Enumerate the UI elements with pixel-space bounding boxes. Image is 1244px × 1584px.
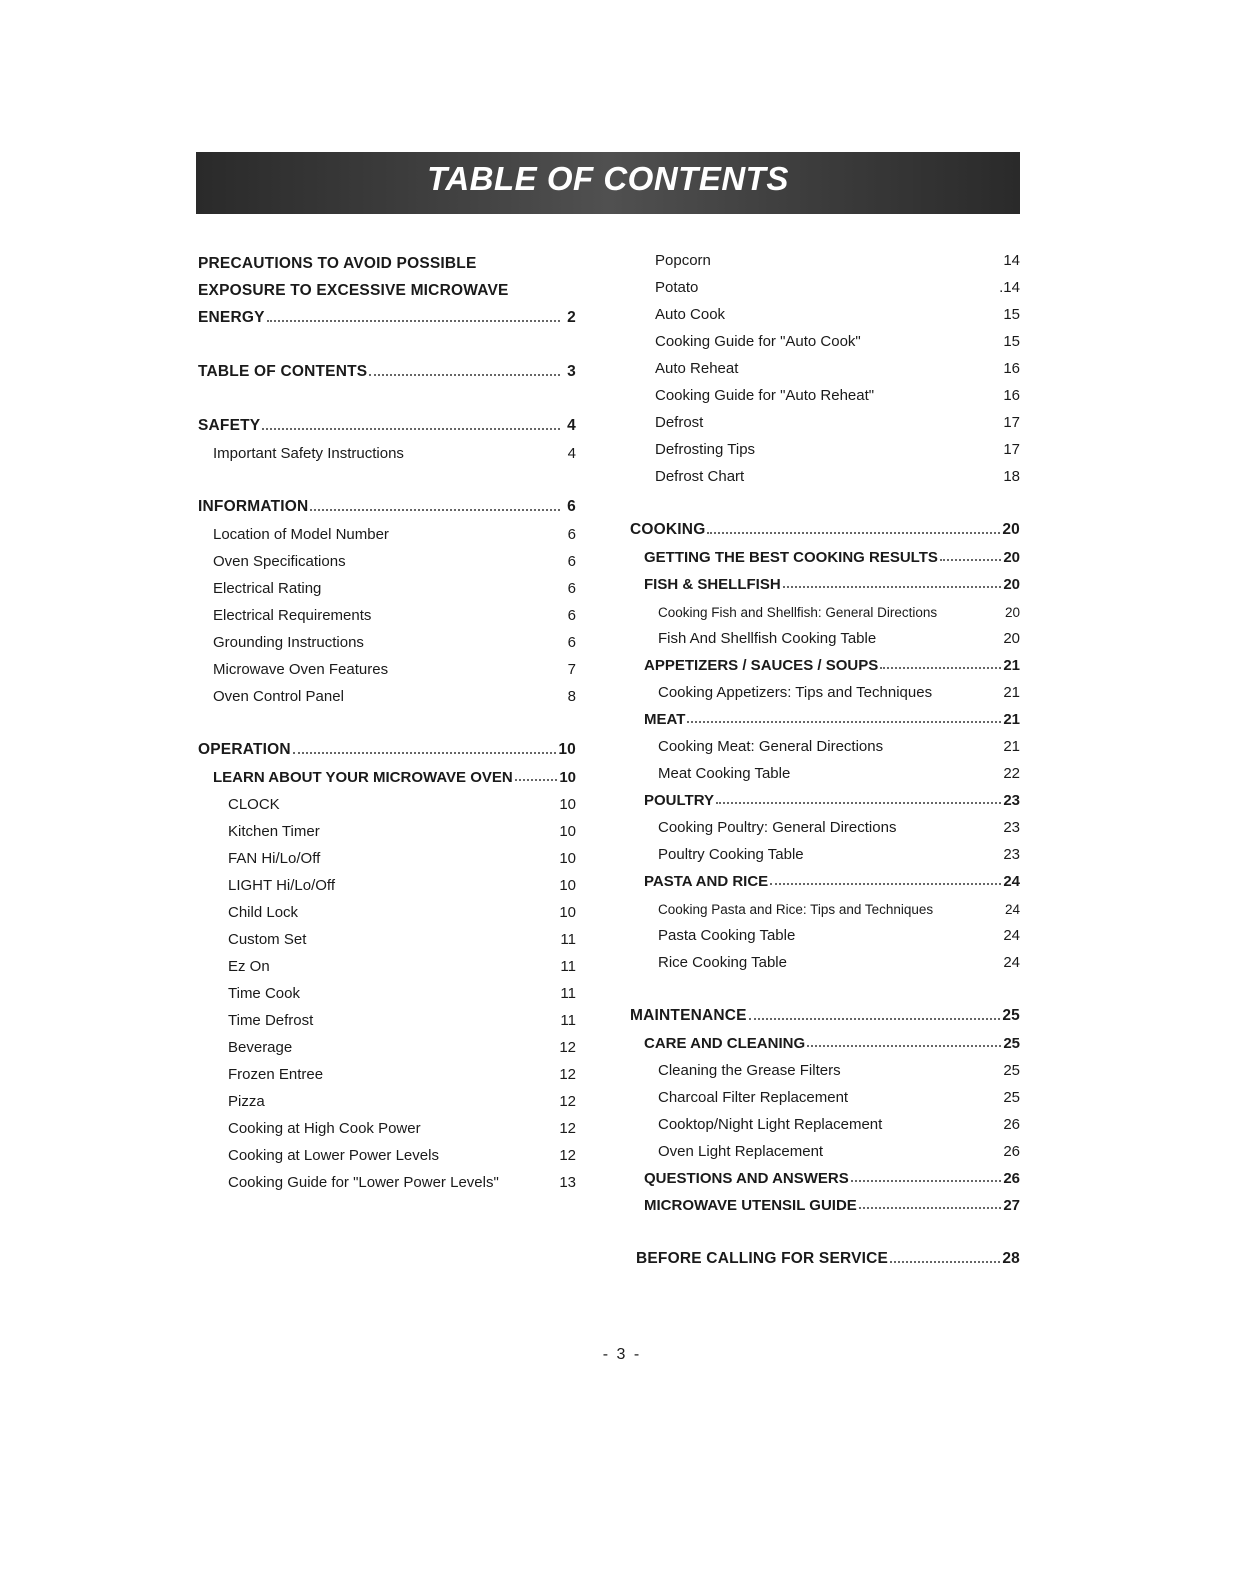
toc-subsection-care[interactable] bbox=[630, 1025, 1020, 1052]
toc-entry-label: APPETIZERS / SAUCES / SOUPS bbox=[644, 657, 879, 674]
toc-page-number: 11 bbox=[560, 931, 576, 948]
toc-subsection-pasta[interactable] bbox=[630, 863, 1020, 890]
toc-page-number: 11 bbox=[560, 958, 576, 975]
toc-entry-label: POULTRY bbox=[644, 792, 714, 809]
toc-entry-label: Cooking Appetizers: Tips and Techniques bbox=[658, 684, 933, 701]
toc-entry[interactable] bbox=[198, 624, 576, 651]
toc-entry-label: Auto Cook bbox=[655, 306, 726, 323]
toc-subsection-meat[interactable] bbox=[630, 701, 1020, 728]
toc-entry[interactable] bbox=[198, 570, 576, 597]
toc-page-number: .14 bbox=[999, 279, 1020, 296]
toc-entry[interactable] bbox=[630, 242, 1020, 269]
toc-entry[interactable] bbox=[198, 867, 576, 894]
toc-page-number: 23 bbox=[1003, 819, 1020, 836]
toc-page-number: 15 bbox=[1003, 306, 1020, 323]
page-title: TABLE OF CONTENTS bbox=[427, 160, 789, 197]
toc-entry-label: INFORMATION bbox=[198, 498, 309, 515]
toc-entry-label: Defrost bbox=[655, 414, 704, 431]
dot-leader bbox=[369, 374, 560, 376]
toc-entry-label: BEFORE CALLING FOR SERVICE bbox=[636, 1250, 889, 1267]
toc-entry-label: Child Lock bbox=[228, 904, 299, 921]
toc-page-number: 25 bbox=[1003, 1035, 1020, 1052]
toc-page-number: 16 bbox=[1003, 360, 1020, 377]
toc-entry-label: Kitchen Timer bbox=[228, 823, 320, 840]
toc-entry-label: Electrical Requirements bbox=[213, 607, 372, 624]
dot-leader bbox=[940, 559, 1001, 561]
toc-entry[interactable] bbox=[630, 620, 1020, 647]
toc-entry-label: Cooking Guide for "Lower Power Levels" bbox=[228, 1174, 499, 1191]
toc-entry-label: CLOCK bbox=[228, 796, 280, 813]
toc-page-number: 24 bbox=[1003, 873, 1020, 890]
dot-leader bbox=[880, 667, 1001, 669]
toc-entry-label: Frozen Entree bbox=[228, 1066, 324, 1083]
toc-page-number: 11 bbox=[560, 1012, 576, 1029]
toc-page-number: 20 bbox=[1004, 605, 1020, 620]
dot-leader bbox=[707, 532, 1000, 534]
toc-page-number: 6 bbox=[567, 498, 576, 515]
toc-entry[interactable] bbox=[630, 1133, 1020, 1160]
toc-entry[interactable] bbox=[198, 1137, 576, 1164]
toc-entry-label: Oven Light Replacement bbox=[658, 1143, 824, 1160]
toc-right-column bbox=[630, 242, 1020, 1268]
toc-page-number: 26 bbox=[1003, 1116, 1020, 1133]
toc-section-service[interactable] bbox=[630, 1241, 1020, 1268]
toc-page-number: 10 bbox=[559, 850, 576, 867]
toc-entry[interactable] bbox=[198, 894, 576, 921]
toc-entry-label: CARE AND CLEANING bbox=[644, 1035, 806, 1052]
toc-page-number: 24 bbox=[1003, 927, 1020, 944]
toc-entry[interactable] bbox=[198, 948, 576, 975]
toc-entry-label: Cleaning the Grease Filters bbox=[658, 1062, 841, 1079]
toc-entry-label: EXPOSURE TO EXCESSIVE MICROWAVE bbox=[198, 282, 509, 299]
toc-entry-precautions[interactable] bbox=[198, 300, 576, 327]
toc-page-number: 6 bbox=[567, 607, 576, 624]
toc-page-number: 26 bbox=[1003, 1143, 1020, 1160]
toc-page-number: 22 bbox=[1003, 765, 1020, 782]
toc-entry[interactable] bbox=[630, 890, 1020, 917]
toc-entry-label: Cooking Guide for "Auto Reheat" bbox=[655, 387, 875, 404]
toc-entry-label: Location of Model Number bbox=[213, 526, 389, 543]
dot-leader bbox=[310, 509, 560, 511]
toc-page-number: 16 bbox=[1003, 387, 1020, 404]
toc-page-number: 25 bbox=[1003, 1062, 1020, 1079]
toc-entry[interactable] bbox=[630, 269, 1020, 296]
toc-page-number: 8 bbox=[567, 688, 576, 705]
toc-entry-label: GETTING THE BEST COOKING RESULTS bbox=[644, 549, 938, 566]
toc-entry-label: Charcoal Filter Replacement bbox=[658, 1089, 849, 1106]
toc-page-number: 4 bbox=[567, 417, 576, 434]
toc-entry[interactable] bbox=[198, 435, 576, 462]
toc-entry[interactable] bbox=[198, 597, 576, 624]
toc-entry-label: FAN Hi/Lo/Off bbox=[228, 850, 321, 867]
toc-entry[interactable] bbox=[630, 917, 1020, 944]
page-number: - 3 - bbox=[602, 1346, 642, 1363]
toc-entry[interactable] bbox=[630, 431, 1020, 458]
toc-page-number: 23 bbox=[1003, 846, 1020, 863]
toc-entry[interactable] bbox=[630, 323, 1020, 350]
toc-entry-label: Rice Cooking Table bbox=[658, 954, 787, 971]
toc-page-number: 12 bbox=[559, 1066, 576, 1083]
toc-entry-label: Microwave Oven Features bbox=[213, 661, 389, 678]
toc-entry-label: PASTA AND RICE bbox=[644, 873, 769, 890]
toc-entry[interactable] bbox=[198, 1110, 576, 1137]
toc-entry-label: FISH & SHELLFISH bbox=[644, 576, 781, 593]
toc-page-number: 17 bbox=[1003, 441, 1020, 458]
toc-entry-table-of-contents[interactable] bbox=[198, 354, 576, 381]
toc-entry-label: COOKING bbox=[630, 521, 706, 538]
toc-entry[interactable] bbox=[198, 1056, 576, 1083]
toc-entry[interactable] bbox=[630, 350, 1020, 377]
toc-entry-label: Cooking Poultry: General Directions bbox=[658, 819, 897, 836]
toc-page-number: 20 bbox=[1002, 521, 1020, 538]
dot-leader bbox=[851, 1180, 1002, 1182]
toc-page-number: 25 bbox=[1003, 1089, 1020, 1106]
toc-entry[interactable] bbox=[198, 786, 576, 813]
toc-section-information[interactable] bbox=[198, 489, 576, 516]
toc-section-safety[interactable] bbox=[198, 408, 576, 435]
toc-entry[interactable] bbox=[198, 813, 576, 840]
toc-entry-label: Ez On bbox=[228, 958, 270, 975]
toc-page-number: 10 bbox=[559, 877, 576, 894]
dot-leader bbox=[749, 1018, 1001, 1020]
toc-page-number: 20 bbox=[1003, 549, 1020, 566]
toc-entry-label: Important Safety Instructions bbox=[213, 445, 404, 462]
toc-entry-label: MAINTENANCE bbox=[630, 1007, 747, 1024]
toc-page-number: 21 bbox=[1003, 738, 1020, 755]
toc-entry[interactable] bbox=[198, 1002, 576, 1029]
toc-entry-label: Cooking at Lower Power Levels bbox=[228, 1147, 439, 1164]
dot-leader bbox=[267, 320, 560, 322]
toc-entry[interactable] bbox=[630, 809, 1020, 836]
toc-entry-label: Auto Reheat bbox=[655, 360, 739, 377]
toc-page-number: 12 bbox=[559, 1147, 576, 1164]
toc-page-number: 21 bbox=[1003, 711, 1020, 728]
toc-entry-label: PRECAUTIONS TO AVOID POSSIBLE bbox=[198, 255, 477, 272]
toc-subsection-poultry[interactable] bbox=[630, 782, 1020, 809]
toc-page-number: 20 bbox=[1003, 576, 1020, 593]
toc-entry[interactable] bbox=[198, 921, 576, 948]
toc-entry[interactable] bbox=[198, 543, 576, 570]
toc-page-number: 2 bbox=[567, 309, 576, 326]
toc-page-number: 10 bbox=[559, 769, 576, 786]
toc-subsection-qa[interactable] bbox=[630, 1160, 1020, 1187]
dot-leader bbox=[859, 1207, 1002, 1209]
toc-page-number: 4 bbox=[567, 445, 576, 462]
toc-subsection-learn[interactable] bbox=[198, 759, 576, 786]
toc-entry-label: Potato bbox=[655, 279, 699, 296]
toc-entry-precautions-line1[interactable] bbox=[198, 246, 576, 273]
toc-entry-label: SAFETY bbox=[198, 417, 261, 434]
toc-page-number: 24 bbox=[1003, 954, 1020, 971]
toc-page-number: 13 bbox=[559, 1174, 576, 1191]
toc-entry-label: Cooking at High Cook Power bbox=[228, 1120, 421, 1137]
toc-section-cooking[interactable] bbox=[630, 512, 1020, 539]
toc-entry-label: Grounding Instructions bbox=[213, 634, 364, 651]
toc-entry-label: ENERGY bbox=[198, 309, 265, 326]
toc-entry[interactable] bbox=[630, 404, 1020, 431]
toc-page-number: 6 bbox=[567, 580, 576, 597]
toc-page-number: 25 bbox=[1002, 1007, 1020, 1024]
dot-leader bbox=[687, 721, 1001, 723]
toc-subsection-fish[interactable] bbox=[630, 566, 1020, 593]
dot-leader bbox=[807, 1045, 1001, 1047]
toc-entry-label: OPERATION bbox=[198, 741, 291, 758]
dot-leader bbox=[890, 1261, 1000, 1263]
toc-page-number: 17 bbox=[1003, 414, 1020, 431]
dot-leader bbox=[515, 779, 558, 781]
toc-entry-label: TABLE OF CONTENTS bbox=[198, 363, 368, 380]
toc-page-number: 7 bbox=[567, 661, 576, 678]
toc-page-number: 14 bbox=[1003, 252, 1020, 269]
toc-subsection-appetizers[interactable] bbox=[630, 647, 1020, 674]
toc-entry[interactable] bbox=[630, 593, 1020, 620]
toc-page-number: 21 bbox=[1003, 684, 1020, 701]
toc-entry[interactable] bbox=[630, 728, 1020, 755]
toc-entry-label: Cooktop/Night Light Replacement bbox=[658, 1116, 883, 1133]
toc-page-number: 12 bbox=[559, 1093, 576, 1110]
toc-entry-label: Time Cook bbox=[228, 985, 300, 1002]
toc-entry-label: Cooking Guide for "Auto Cook" bbox=[655, 333, 861, 350]
toc-entry[interactable] bbox=[630, 1079, 1020, 1106]
dot-leader bbox=[293, 752, 557, 754]
toc-page-number: 26 bbox=[1003, 1170, 1020, 1187]
toc-entry[interactable] bbox=[198, 678, 576, 705]
toc-entry[interactable] bbox=[198, 1164, 576, 1191]
toc-entry-label: QUESTIONS AND ANSWERS bbox=[644, 1170, 849, 1187]
toc-entry-label: Popcorn bbox=[655, 252, 711, 269]
toc-entry-label: LEARN ABOUT YOUR MICROWAVE OVEN bbox=[213, 769, 513, 786]
toc-entry[interactable] bbox=[630, 377, 1020, 404]
toc-entry-label: Pizza bbox=[228, 1093, 265, 1110]
toc-entry[interactable] bbox=[630, 944, 1020, 971]
dot-leader bbox=[770, 883, 1001, 885]
toc-left-column bbox=[198, 246, 576, 1191]
toc-entry-label: Beverage bbox=[228, 1039, 293, 1056]
toc-page-number: 27 bbox=[1003, 1197, 1020, 1214]
dot-leader bbox=[716, 802, 1001, 804]
toc-page-number: 18 bbox=[1003, 468, 1020, 485]
dot-leader bbox=[262, 428, 560, 430]
toc-entry[interactable] bbox=[198, 1029, 576, 1056]
toc-entry[interactable] bbox=[198, 1083, 576, 1110]
toc-page-number: 10 bbox=[558, 741, 576, 758]
toc-entry[interactable] bbox=[198, 651, 576, 678]
toc-page-number: 10 bbox=[559, 904, 576, 921]
toc-entry[interactable] bbox=[630, 674, 1020, 701]
toc-entry-label: Cooking Meat: General Directions bbox=[658, 738, 884, 755]
toc-entry-label: Cooking Fish and Shellfish: General Directions bbox=[658, 605, 938, 620]
toc-entry-label: Defrosting Tips bbox=[655, 441, 756, 458]
dot-leader bbox=[783, 586, 1002, 588]
title-banner bbox=[196, 152, 1020, 214]
toc-entry[interactable] bbox=[198, 516, 576, 543]
toc-page-number: 6 bbox=[567, 634, 576, 651]
toc-page-number: 23 bbox=[1003, 792, 1020, 809]
toc-page-number: 10 bbox=[559, 823, 576, 840]
toc-entry[interactable] bbox=[630, 755, 1020, 782]
toc-page-number: 6 bbox=[567, 526, 576, 543]
toc-entry[interactable] bbox=[630, 1106, 1020, 1133]
toc-entry[interactable] bbox=[630, 836, 1020, 863]
toc-entry-label: Electrical Rating bbox=[213, 580, 322, 597]
toc-entry-label: Defrost Chart bbox=[655, 468, 745, 485]
toc-entry[interactable] bbox=[630, 1052, 1020, 1079]
toc-section-maintenance[interactable] bbox=[630, 998, 1020, 1025]
toc-page-number: 12 bbox=[559, 1120, 576, 1137]
toc-entry-label: Time Defrost bbox=[228, 1012, 314, 1029]
toc-entry-label: MEAT bbox=[644, 711, 686, 728]
toc-subsection-best-results[interactable] bbox=[630, 539, 1020, 566]
toc-section-operation[interactable] bbox=[198, 732, 576, 759]
toc-entry-label: Oven Control Panel bbox=[213, 688, 344, 705]
toc-page-number: 24 bbox=[1004, 902, 1020, 917]
toc-subsection-utensil[interactable] bbox=[630, 1187, 1020, 1214]
toc-entry-label: Cooking Pasta and Rice: Tips and Techniques bbox=[658, 902, 934, 917]
toc-page-number: 12 bbox=[559, 1039, 576, 1056]
toc-page-number: 21 bbox=[1003, 657, 1020, 674]
toc-entry-label: Fish And Shellfish Cooking Table bbox=[658, 630, 877, 647]
toc-page-number: 3 bbox=[567, 363, 576, 380]
toc-entry[interactable] bbox=[198, 840, 576, 867]
toc-entry[interactable] bbox=[630, 296, 1020, 323]
toc-page-number: 15 bbox=[1003, 333, 1020, 350]
toc-entry-label: MICROWAVE UTENSIL GUIDE bbox=[644, 1197, 857, 1214]
toc-page-number: 10 bbox=[559, 796, 576, 813]
toc-entry[interactable] bbox=[630, 458, 1020, 485]
toc-page-number: 28 bbox=[1002, 1250, 1020, 1267]
toc-page-number: 20 bbox=[1003, 630, 1020, 647]
toc-entry-label: Oven Specifications bbox=[213, 553, 346, 570]
toc-entry-label: Custom Set bbox=[228, 931, 307, 948]
toc-entry-precautions-line2[interactable] bbox=[198, 273, 576, 300]
toc-entry-label: Pasta Cooking Table bbox=[658, 927, 796, 944]
toc-entry[interactable] bbox=[198, 975, 576, 1002]
toc-entry-label: Poultry Cooking Table bbox=[658, 846, 804, 863]
toc-page-number: 11 bbox=[560, 985, 576, 1002]
toc-page-number: 6 bbox=[567, 553, 576, 570]
toc-entry-label: LIGHT Hi/Lo/Off bbox=[228, 877, 335, 894]
toc-entry-label: Meat Cooking Table bbox=[658, 765, 791, 782]
